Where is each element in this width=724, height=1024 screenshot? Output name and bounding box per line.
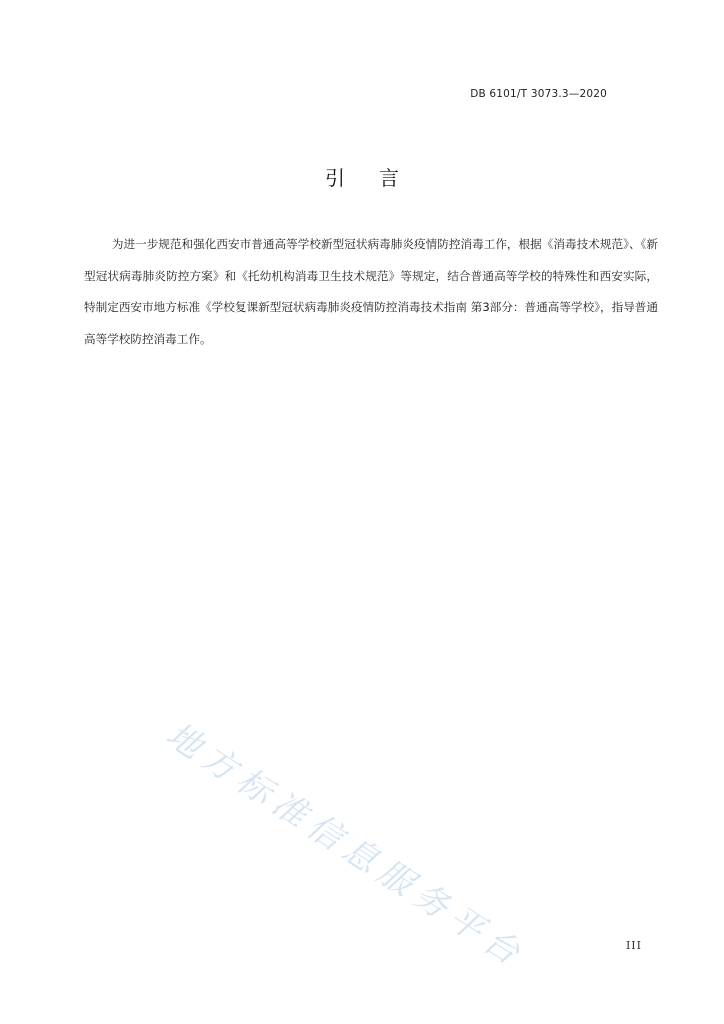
watermark-text: 地方标准信息服务平台	[158, 714, 533, 978]
introduction-paragraph: 为进一步规范和强化西安市普通高等学校新型冠状病毒肺炎疫情防控消毒工作，根据《消毒技术规范》、《新型冠状病毒肺炎防控方案》和《托幼机构消毒卫生技术规范》等规定，结合普通高等学校的特殊性和西安实际，特制定西安市地方标准《学校复课新型冠状病毒肺炎疫情防控消毒技术指南 第3部分：普通高等学校》，指导普通高等学校防控消毒工作。	[84, 237, 658, 346]
standard-code: DB 6101/T 3073.3—2020	[470, 88, 607, 100]
section-title-char-2: 言	[379, 166, 399, 190]
section-title	[0, 162, 724, 191]
page-number: III	[625, 939, 642, 952]
section-title-char-1: 引	[325, 166, 345, 190]
